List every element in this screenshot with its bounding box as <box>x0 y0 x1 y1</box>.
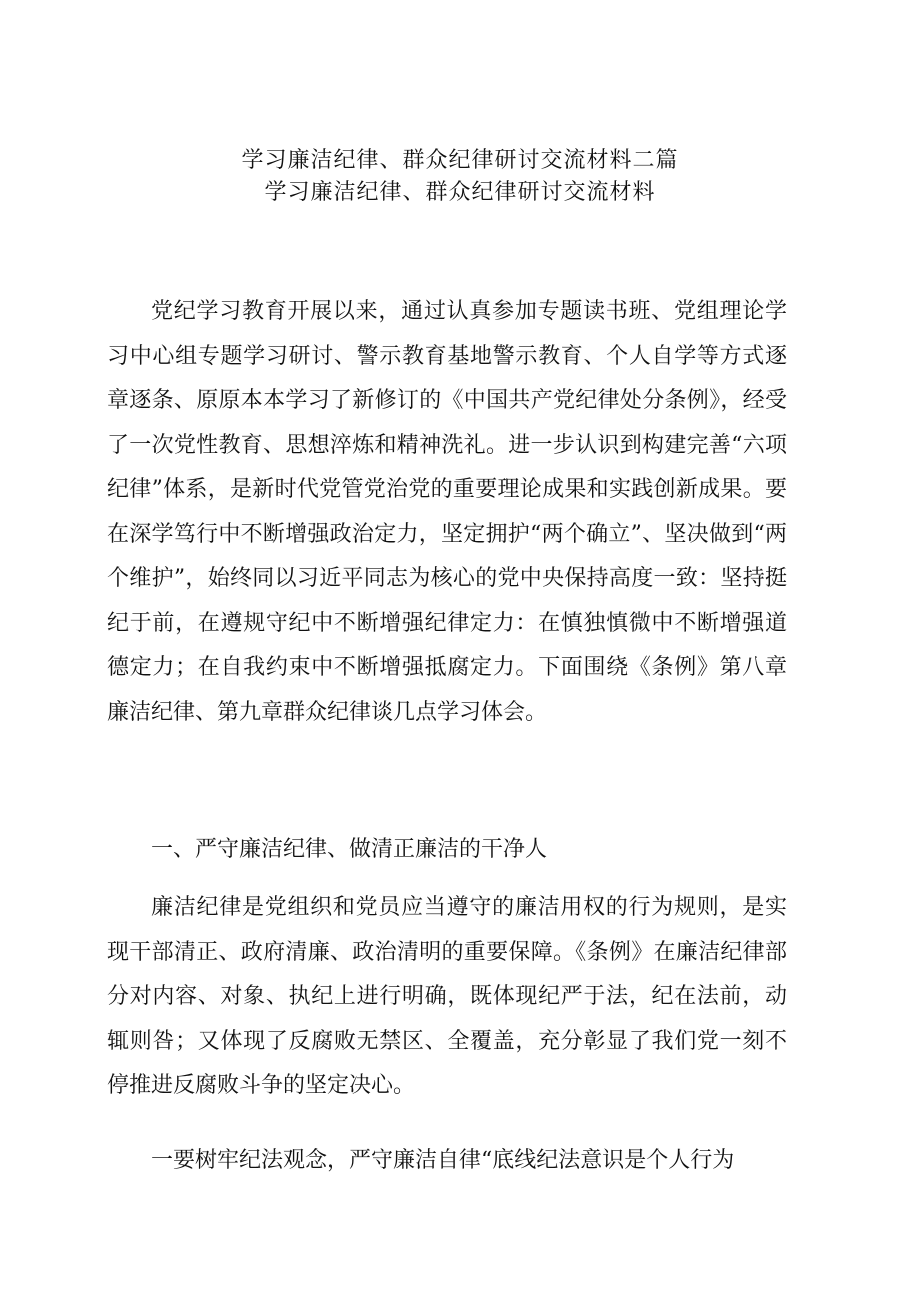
document-subtitle: 学习廉洁纪律、群众纪律研讨交流材料 <box>264 180 656 205</box>
paragraph-integrity-discipline: 廉洁纪律是党组织和党员应当遵守的廉洁用权的行为规则，是实现干部清正、政府清廉、政治清明的重要保障。《条例》在廉洁纪律部分对内容、对象、执纪上进行明确，既体现纪严于法，纪在法前，动辄则咎；又体现了反腐败无禁区、全覆盖，充分彰显了我们党一刻不停推进反腐败斗争的坚定决心。 <box>107 895 787 1098</box>
paragraph-first-point: 一要树牢纪法观念，严守廉洁自律“底线纪法意识是个人行为 <box>151 1148 735 1173</box>
document-title: 学习廉洁纪律、群众纪律研讨交流材料二篇 <box>241 148 679 173</box>
section-heading: 一、严守廉洁纪律、做清正廉洁的干净人 <box>151 837 548 862</box>
paragraph-intro: 党纪学习教育开展以来，通过认真参加专题读书班、党组理论学习中心组专题学习研讨、警示教育基地警示教育、个人自学等方式逐章逐条、原原本本学习了新修订的《中国共产党纪律处分条例》，经受了一次党性教育、思想淬炼和精神洗礼。进一步认识到构建完善“六项纪律”体系，是新时代党管党治党的重要理论成果和实践创新成果。要在深学笃行中不断增强政治定力，坚定拥护“两个确立”、坚决做到“两个维护”，始终同以习近平同志为核心的党中央保持高度一致：坚持挺纪于前，在遵规守纪中不断增强纪律定力：在慎独慎微中不断增强道德定力；在自我约束中不断增强抵腐定力。下面围绕《条例》第八章廉洁纪律、第九章群众纪律谈几点学习体会。 <box>107 299 787 725</box>
